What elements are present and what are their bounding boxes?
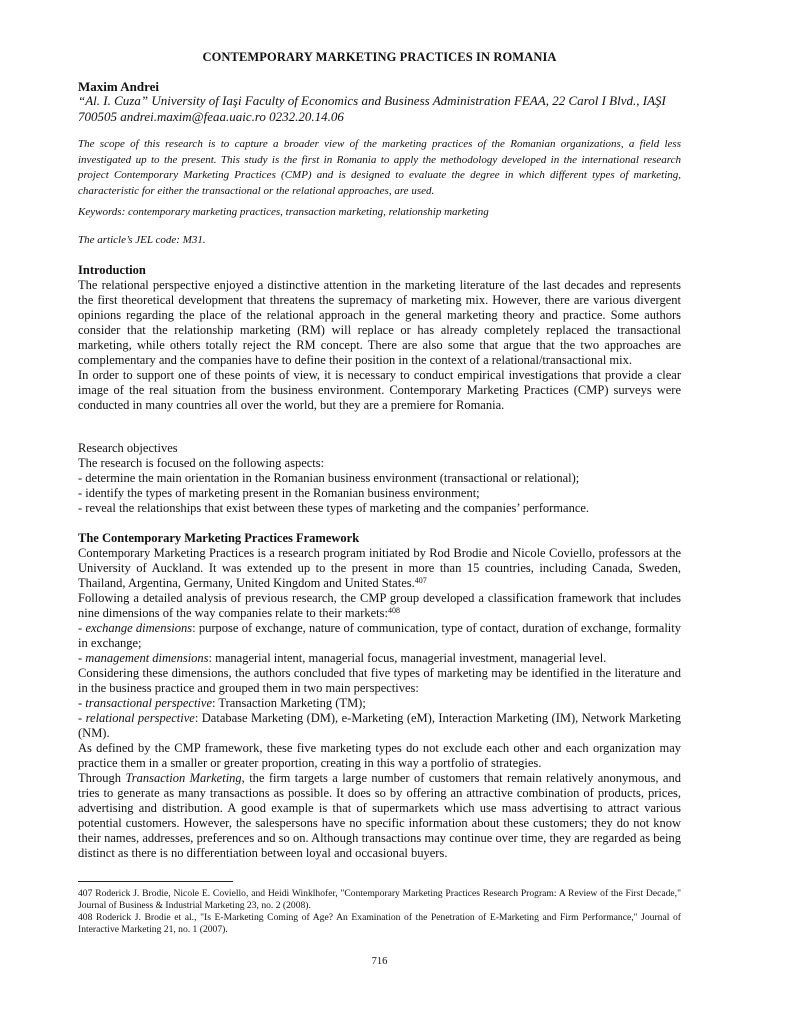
footnote-ref: 408 xyxy=(387,606,400,615)
framework-paragraph: As defined by the CMP framework, these five marketing types do not exclude each other and each organization may practice them in a smaller or greater proportion, creating in this way a portfolio of strategies. xyxy=(78,741,681,770)
framework-paragraph-text: Contemporary Marketing Practices is a research program initiated by Rod Brodie and Nicole Coviello, professors at the University of Auckland. It was extended up to the present in more than 15 countries, including Canada, Sweden, Thailand, Argentina, Germany, United Kingdom and United States. xyxy=(78,546,681,590)
exchange-dimensions-text: : purpose of exchange, nature of communication, type of contact, duration of exchange, formality in exchange; xyxy=(78,621,681,650)
management-dimensions-label: management dimensions xyxy=(85,651,209,665)
footnote-ref: 407 xyxy=(414,576,427,585)
footnote-divider xyxy=(78,881,233,882)
page-number: 716 xyxy=(371,956,388,967)
transactional-perspective-item: - transactional perspective: Transaction Marketing (TM); xyxy=(78,696,366,710)
author-name: Maxim Andrei xyxy=(78,79,160,94)
framework-paragraph xyxy=(78,546,681,591)
transactional-perspective-text: : Transaction Marketing (TM); xyxy=(212,696,366,710)
transaction-marketing-paragraph xyxy=(78,771,681,861)
section-heading-introduction: Introduction xyxy=(78,263,146,277)
tm-paragraph-term: Transaction Marketing xyxy=(125,771,242,785)
research-objectives-intro: The research is focused on the following aspects: xyxy=(78,456,325,470)
introduction-paragraph: The relational perspective enjoyed a distinctive attention in the marketing literature of the last decades and represents the first theoretical development that threatens the supremacy of marketing mix. However, there are various divergent opinions regarding the place of the relational approach in the general marketing theory and practice. Some authors consider that the relationship marketing (RM) will replace or has already completely replaced the transactional marketing, while others totally reject the RM concept. There are also some that argue that the two approaches are complementary and the companies have to define their position in the context of a relational/transactional mix. xyxy=(78,278,681,367)
footnote: 408 Roderick J. Brodie et al., "Is E-Marketing Coming of Age? An Examination of the Penetration of E-Marketing and Firm Performance," Journal of Interactive Marketing 21, no. 1 (2007). xyxy=(78,912,681,935)
relational-perspective-item: - relational perspective: Database Marketing (DM), e-Marketing (eM), Interaction Marketing (IM), Network Marketing (NM). xyxy=(78,711,681,740)
tm-paragraph-rest: , the firm targets a large number of customers that remain relatively anonymous, and tries to generate as many transactions as possible. It does so by offering an attractive combination of products, prices, advertising and distribution. A good example is that of supermarkets which use mass advertising to attract various potential customers. However, the salespersons have no specific information about these customers; they do not know their names, addresses, preferences and so on. Although transactions may continue over time, they are regarded as being distinct as there is no differentiation between loyal and occasional buyers. xyxy=(78,771,681,860)
tm-paragraph-start: Through xyxy=(78,771,126,785)
exchange-dimensions-item: - exchange dimensions: purpose of exchange, nature of communication, type of contact, duration of exchange, formality in exchange; xyxy=(78,621,681,650)
framework-paragraph: Considering these dimensions, the authors concluded that five types of marketing may be identified in the literature and in the business practice and grouped them in two main perspectives: xyxy=(78,666,681,695)
management-dimensions-text: : managerial intent, managerial focus, managerial investment, managerial level. xyxy=(208,651,607,665)
research-objectives-section xyxy=(78,441,681,516)
relational-perspective-label: relational perspective xyxy=(85,711,195,725)
paper-title: CONTEMPORARY MARKETING PRACTICES IN ROMANIA xyxy=(202,50,557,64)
framework-paragraph xyxy=(78,591,681,621)
framework-section xyxy=(78,531,681,861)
introduction-section xyxy=(78,263,681,413)
list-item: - reveal the relationships that exist between these types of marketing and the companies’ performance. xyxy=(78,501,590,515)
keywords: Keywords: contemporary marketing practices, transaction marketing, relationship marketing xyxy=(78,206,489,218)
list-item: - identify the types of marketing present in the Romanian business environment; xyxy=(78,486,480,500)
framework-paragraph-text: Following a detailed analysis of previous research, the CMP group developed a classification framework that includes nine dimensions of the way companies relate to their markets: xyxy=(78,591,681,620)
exchange-dimensions-label: exchange dimensions xyxy=(85,621,193,635)
transactional-perspective-label: transactional perspective xyxy=(85,696,213,710)
abstract: The scope of this research is to capture a broader view of the marketing practices of the Romanian organizations, a field less investigated up to the present. This study is the first in Romania to apply the methodology developed in the international research project Contemporary Marketing Practices (CMP) and is designed to evaluate the degree in which different types of marketing, characteristic for either the transactional or the relational approaches, are used. xyxy=(78,138,681,197)
management-dimensions-item: - management dimensions: managerial intent, managerial focus, managerial investment, managerial level. xyxy=(78,651,607,665)
relational-perspective-text: : Database Marketing (DM), e-Marketing (eM), Interaction Marketing (IM), Network Marketing (NM). xyxy=(78,711,681,740)
footnotes xyxy=(78,888,681,936)
introduction-paragraph: In order to support one of these points of view, it is necessary to conduct empirical investigations that provide a clear image of the real situation from the business environment. Contemporary Marketing Practices (CMP) surveys were conducted in many countries all over the world, but they are a premiere for Romania. xyxy=(78,368,681,412)
section-heading-framework: The Contemporary Marketing Practices Framework xyxy=(78,531,360,545)
list-item: - determine the main orientation in the Romanian business environment (transactional or relational); xyxy=(78,471,580,485)
author-affiliation: “Al. I. Cuza” University of Iaşi Faculty of Economics and Business Administration FEAA, 22 Carol I Blvd., IAŞI 700505 andrei.maxim@feaa.uaic.ro 0232.20.14.06 xyxy=(78,93,666,124)
jel-code: The article’s JEL code: M31. xyxy=(78,234,206,246)
research-objectives-heading: Research objectives xyxy=(78,441,178,455)
footnote: 407 Roderick J. Brodie, Nicole E. Coviello, and Heidi Winklhofer, "Contemporary Marketing Practices Research Program: A Review of the First Decade," Journal of Business & Industrial Marketing 23, no. 2 (2008). xyxy=(78,888,681,911)
